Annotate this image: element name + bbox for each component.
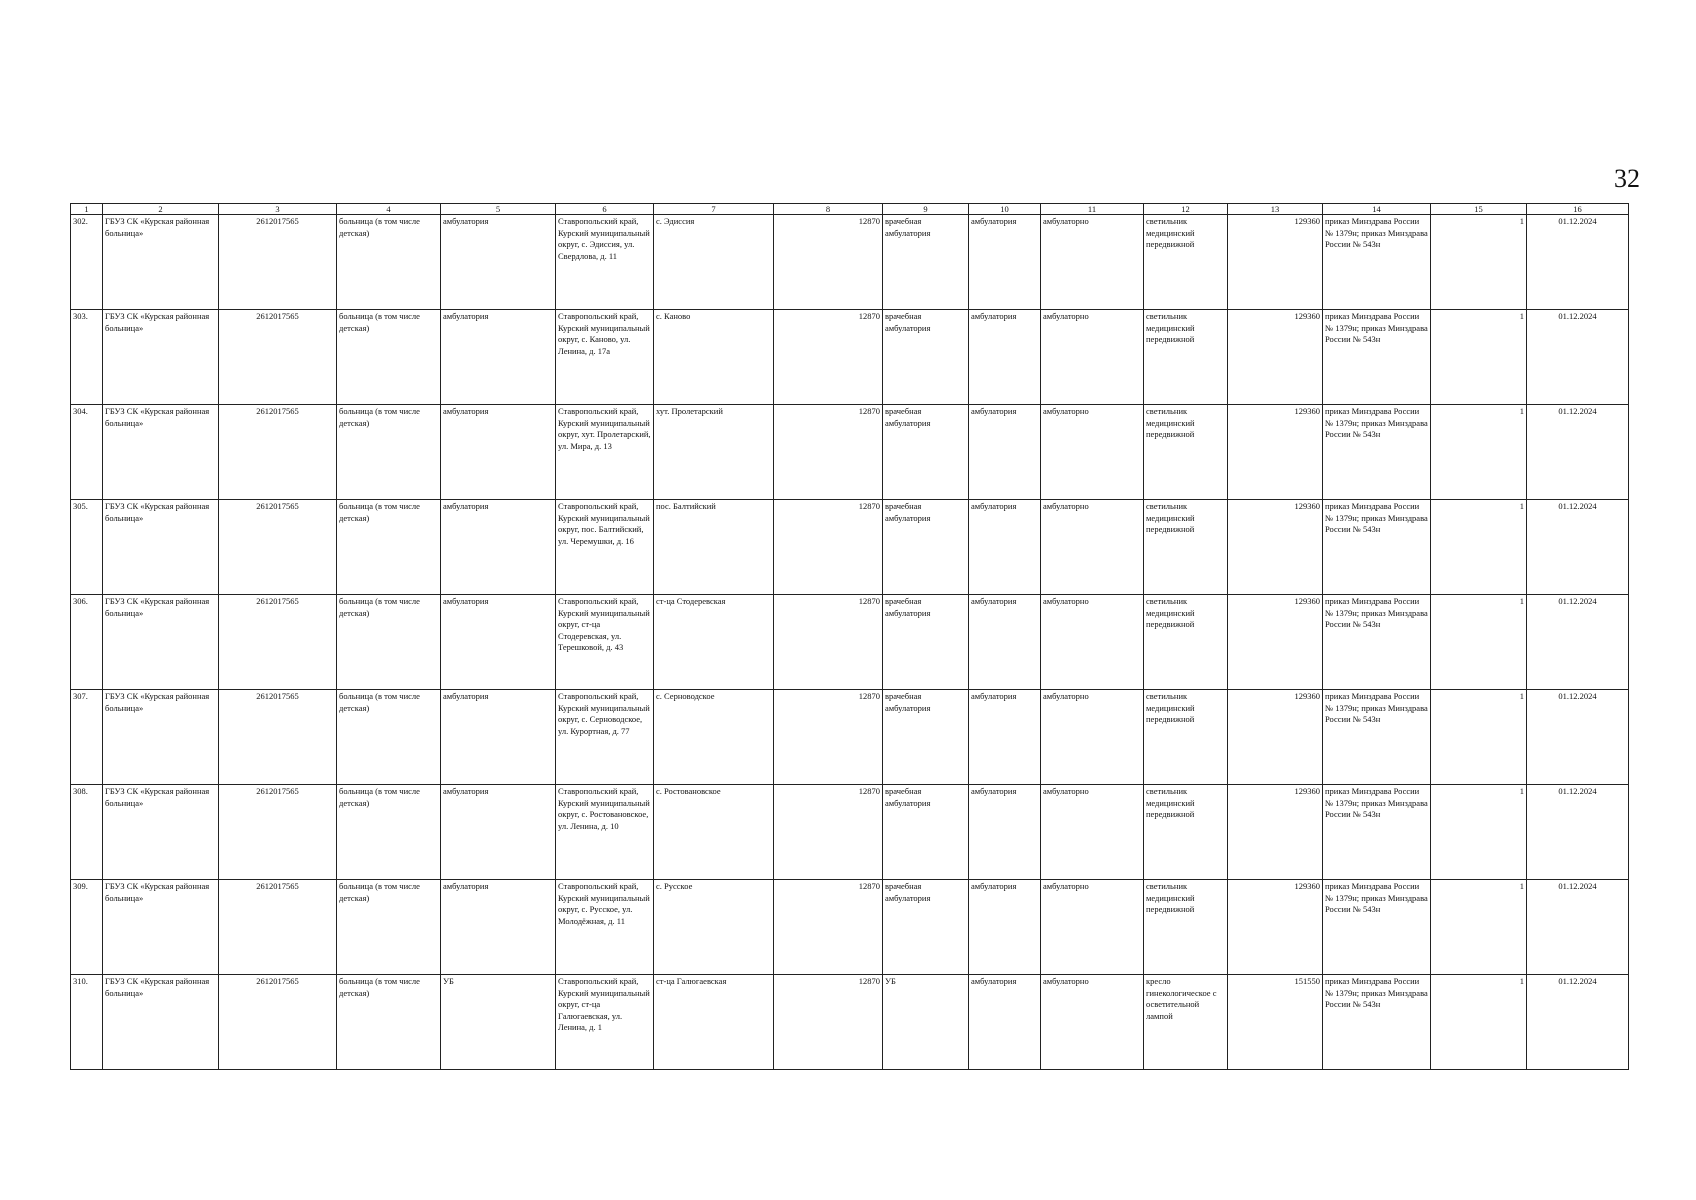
settlement-cell: с. Ростовановское <box>654 785 774 880</box>
quantity-cell: 1 <box>1431 215 1527 310</box>
organization-name: ГБУЗ СК «Курская районная больница» <box>103 405 219 500</box>
column-header: 13 <box>1228 204 1323 215</box>
row-number: 310. <box>71 975 103 1070</box>
regulation-cell: приказ Минздрава России № 1379н; приказ Минздрава России № 543н <box>1323 880 1431 975</box>
care-form-cell: амбулаторно <box>1041 595 1144 690</box>
department-cell: врачебная амбулатория <box>883 215 969 310</box>
department-cell: врачебная амбулатория <box>883 785 969 880</box>
department-cell: врачебная амбулатория <box>883 595 969 690</box>
table-row <box>71 785 1629 880</box>
table-row <box>71 215 1629 310</box>
equipment-code-cell: 129360 <box>1228 405 1323 500</box>
care-type-cell: амбулатория <box>969 975 1041 1070</box>
column-header: 15 <box>1431 204 1527 215</box>
address-cell: Ставропольский край, Курский муниципальный округ, ст-ца Галюгаевская, ул. Ленина, д. 1 <box>556 975 654 1070</box>
regulation-cell: приказ Минздрава России № 1379н; приказ Минздрава России № 543н <box>1323 595 1431 690</box>
column-number-row <box>71 204 1629 215</box>
settlement-cell: пос. Балтийский <box>654 500 774 595</box>
equipment-code-cell: 129360 <box>1228 310 1323 405</box>
row-number: 309. <box>71 880 103 975</box>
table-row <box>71 310 1629 405</box>
care-type-cell: амбулатория <box>969 595 1041 690</box>
column-header: 16 <box>1527 204 1629 215</box>
equipment-cell: светильник медицинский передвижной <box>1144 880 1228 975</box>
organization-name: ГБУЗ СК «Курская районная больница» <box>103 215 219 310</box>
code-cell: 12870 <box>774 595 883 690</box>
table-row <box>71 595 1629 690</box>
equipment-code-cell: 151550 <box>1228 975 1323 1070</box>
address-cell: Ставропольский край, Курский муниципальный округ, с. Эдиссия, ул. Свердлова, д. 11 <box>556 215 654 310</box>
code-cell: 12870 <box>774 785 883 880</box>
address-cell: Ставропольский край, Курский муниципальный округ, с. Каново, ул. Ленина, д. 17а <box>556 310 654 405</box>
table-row <box>71 880 1629 975</box>
regulation-cell: приказ Минздрава России № 1379н; приказ Минздрава России № 543н <box>1323 690 1431 785</box>
care-form-cell: амбулаторно <box>1041 500 1144 595</box>
address-cell: Ставропольский край, Курский муниципальный округ, хут. Пролетарский, ул. Мира, д. 13 <box>556 405 654 500</box>
page-number: 32 <box>1614 164 1640 193</box>
facility-type: больница (в том числе детская) <box>337 595 441 690</box>
settlement-cell: ст-ца Стодеревская <box>654 595 774 690</box>
organization-name: ГБУЗ СК «Курская районная больница» <box>103 595 219 690</box>
table-row <box>71 975 1629 1070</box>
facility-type: больница (в том числе детская) <box>337 880 441 975</box>
care-form-cell: амбулаторно <box>1041 880 1144 975</box>
code-cell: 12870 <box>774 405 883 500</box>
column-header: 4 <box>337 204 441 215</box>
column-header: 11 <box>1041 204 1144 215</box>
table-body <box>71 215 1629 1070</box>
settlement-cell: с. Каново <box>654 310 774 405</box>
column-header: 7 <box>654 204 774 215</box>
unit-name: амбулатория <box>441 690 556 785</box>
quantity-cell: 1 <box>1431 975 1527 1070</box>
date-cell: 01.12.2024 <box>1527 690 1629 785</box>
facility-type: больница (в том числе детская) <box>337 500 441 595</box>
code-cell: 12870 <box>774 215 883 310</box>
quantity-cell: 1 <box>1431 880 1527 975</box>
quantity-cell: 1 <box>1431 690 1527 785</box>
equipment-cell: светильник медицинский передвижной <box>1144 500 1228 595</box>
column-header: 9 <box>883 204 969 215</box>
facility-type: больница (в том числе детская) <box>337 405 441 500</box>
column-header: 3 <box>219 204 337 215</box>
quantity-cell: 1 <box>1431 785 1527 880</box>
equipment-cell: светильник медицинский передвижной <box>1144 405 1228 500</box>
column-header: 14 <box>1323 204 1431 215</box>
unit-name: амбулатория <box>441 595 556 690</box>
address-cell: Ставропольский край, Курский муниципальный округ, с. Русское, ул. Молодёжная, д. 11 <box>556 880 654 975</box>
regulation-cell: приказ Минздрава России № 1379н; приказ Минздрава России № 543н <box>1323 310 1431 405</box>
care-form-cell: амбулаторно <box>1041 215 1144 310</box>
care-form-cell: амбулаторно <box>1041 405 1144 500</box>
department-cell: врачебная амбулатория <box>883 500 969 595</box>
inn-cell: 2612017565 <box>219 405 337 500</box>
department-cell: врачебная амбулатория <box>883 405 969 500</box>
column-header: 5 <box>441 204 556 215</box>
unit-name: амбулатория <box>441 500 556 595</box>
date-cell: 01.12.2024 <box>1527 215 1629 310</box>
organization-name: ГБУЗ СК «Курская районная больница» <box>103 690 219 785</box>
department-cell: врачебная амбулатория <box>883 690 969 785</box>
regulation-cell: приказ Минздрава России № 1379н; приказ Минздрава России № 543н <box>1323 975 1431 1070</box>
inn-cell: 2612017565 <box>219 500 337 595</box>
code-cell: 12870 <box>774 880 883 975</box>
facility-type: больница (в том числе детская) <box>337 310 441 405</box>
equipment-code-cell: 129360 <box>1228 215 1323 310</box>
equipment-code-cell: 129360 <box>1228 500 1323 595</box>
table-row <box>71 690 1629 785</box>
equipment-cell: светильник медицинский передвижной <box>1144 690 1228 785</box>
settlement-cell: хут. Пролетарский <box>654 405 774 500</box>
date-cell: 01.12.2024 <box>1527 500 1629 595</box>
equipment-code-cell: 129360 <box>1228 690 1323 785</box>
facility-type: больница (в том числе детская) <box>337 785 441 880</box>
register-table <box>70 203 1629 1070</box>
unit-name: амбулатория <box>441 215 556 310</box>
table-row <box>71 405 1629 500</box>
organization-name: ГБУЗ СК «Курская районная больница» <box>103 310 219 405</box>
regulation-cell: приказ Минздрава России № 1379н; приказ Минздрава России № 543н <box>1323 405 1431 500</box>
row-number: 307. <box>71 690 103 785</box>
regulation-cell: приказ Минздрава России № 1379н; приказ Минздрава России № 543н <box>1323 785 1431 880</box>
quantity-cell: 1 <box>1431 500 1527 595</box>
care-type-cell: амбулатория <box>969 500 1041 595</box>
row-number: 304. <box>71 405 103 500</box>
department-cell: УБ <box>883 975 969 1070</box>
inn-cell: 2612017565 <box>219 975 337 1070</box>
care-form-cell: амбулаторно <box>1041 785 1144 880</box>
row-number: 303. <box>71 310 103 405</box>
facility-type: больница (в том числе детская) <box>337 215 441 310</box>
settlement-cell: с. Эдиссия <box>654 215 774 310</box>
date-cell: 01.12.2024 <box>1527 310 1629 405</box>
code-cell: 12870 <box>774 975 883 1070</box>
date-cell: 01.12.2024 <box>1527 595 1629 690</box>
unit-name: УБ <box>441 975 556 1070</box>
care-type-cell: амбулатория <box>969 690 1041 785</box>
row-number: 302. <box>71 215 103 310</box>
inn-cell: 2612017565 <box>219 880 337 975</box>
organization-name: ГБУЗ СК «Курская районная больница» <box>103 785 219 880</box>
care-type-cell: амбулатория <box>969 880 1041 975</box>
care-form-cell: амбулаторно <box>1041 690 1144 785</box>
settlement-cell: с. Русское <box>654 880 774 975</box>
equipment-cell: кресло гинекологическое с осветительной лампой <box>1144 975 1228 1070</box>
address-cell: Ставропольский край, Курский муниципальный округ, с. Ростовановское, ул. Ленина, д. 10 <box>556 785 654 880</box>
column-header: 8 <box>774 204 883 215</box>
address-cell: Ставропольский край, Курский муниципальный округ, ст-ца Стодеревская, ул. Терешковой, д. 43 <box>556 595 654 690</box>
table-row <box>71 500 1629 595</box>
date-cell: 01.12.2024 <box>1527 975 1629 1070</box>
code-cell: 12870 <box>774 690 883 785</box>
facility-type: больница (в том числе детская) <box>337 690 441 785</box>
equipment-cell: светильник медицинский передвижной <box>1144 310 1228 405</box>
settlement-cell: с. Серноводское <box>654 690 774 785</box>
organization-name: ГБУЗ СК «Курская районная больница» <box>103 500 219 595</box>
column-header: 2 <box>103 204 219 215</box>
care-type-cell: амбулатория <box>969 405 1041 500</box>
row-number: 308. <box>71 785 103 880</box>
column-header: 10 <box>969 204 1041 215</box>
inn-cell: 2612017565 <box>219 215 337 310</box>
inn-cell: 2612017565 <box>219 690 337 785</box>
organization-name: ГБУЗ СК «Курская районная больница» <box>103 880 219 975</box>
settlement-cell: ст-ца Галюгаевская <box>654 975 774 1070</box>
care-type-cell: амбулатория <box>969 310 1041 405</box>
department-cell: врачебная амбулатория <box>883 880 969 975</box>
quantity-cell: 1 <box>1431 595 1527 690</box>
equipment-cell: светильник медицинский передвижной <box>1144 215 1228 310</box>
quantity-cell: 1 <box>1431 405 1527 500</box>
equipment-code-cell: 129360 <box>1228 880 1323 975</box>
quantity-cell: 1 <box>1431 310 1527 405</box>
unit-name: амбулатория <box>441 310 556 405</box>
code-cell: 12870 <box>774 500 883 595</box>
unit-name: амбулатория <box>441 880 556 975</box>
date-cell: 01.12.2024 <box>1527 785 1629 880</box>
column-header: 1 <box>71 204 103 215</box>
care-form-cell: амбулаторно <box>1041 975 1144 1070</box>
inn-cell: 2612017565 <box>219 595 337 690</box>
equipment-code-cell: 129360 <box>1228 785 1323 880</box>
regulation-cell: приказ Минздрава России № 1379н; приказ Минздрава России № 543н <box>1323 500 1431 595</box>
address-cell: Ставропольский край, Курский муниципальный округ, с. Серноводское, ул. Курортная, д. 77 <box>556 690 654 785</box>
care-type-cell: амбулатория <box>969 215 1041 310</box>
row-number: 305. <box>71 500 103 595</box>
address-cell: Ставропольский край, Курский муниципальный округ, пос. Балтийский, ул. Черемушки, д. 16 <box>556 500 654 595</box>
inn-cell: 2612017565 <box>219 785 337 880</box>
unit-name: амбулатория <box>441 405 556 500</box>
organization-name: ГБУЗ СК «Курская районная больница» <box>103 975 219 1070</box>
regulation-cell: приказ Минздрава России № 1379н; приказ Минздрава России № 543н <box>1323 215 1431 310</box>
code-cell: 12870 <box>774 310 883 405</box>
column-header: 12 <box>1144 204 1228 215</box>
care-form-cell: амбулаторно <box>1041 310 1144 405</box>
facility-type: больница (в том числе детская) <box>337 975 441 1070</box>
equipment-cell: светильник медицинский передвижной <box>1144 785 1228 880</box>
column-header: 6 <box>556 204 654 215</box>
equipment-cell: светильник медицинский передвижной <box>1144 595 1228 690</box>
care-type-cell: амбулатория <box>969 785 1041 880</box>
inn-cell: 2612017565 <box>219 310 337 405</box>
date-cell: 01.12.2024 <box>1527 405 1629 500</box>
department-cell: врачебная амбулатория <box>883 310 969 405</box>
row-number: 306. <box>71 595 103 690</box>
date-cell: 01.12.2024 <box>1527 880 1629 975</box>
equipment-code-cell: 129360 <box>1228 595 1323 690</box>
unit-name: амбулатория <box>441 785 556 880</box>
